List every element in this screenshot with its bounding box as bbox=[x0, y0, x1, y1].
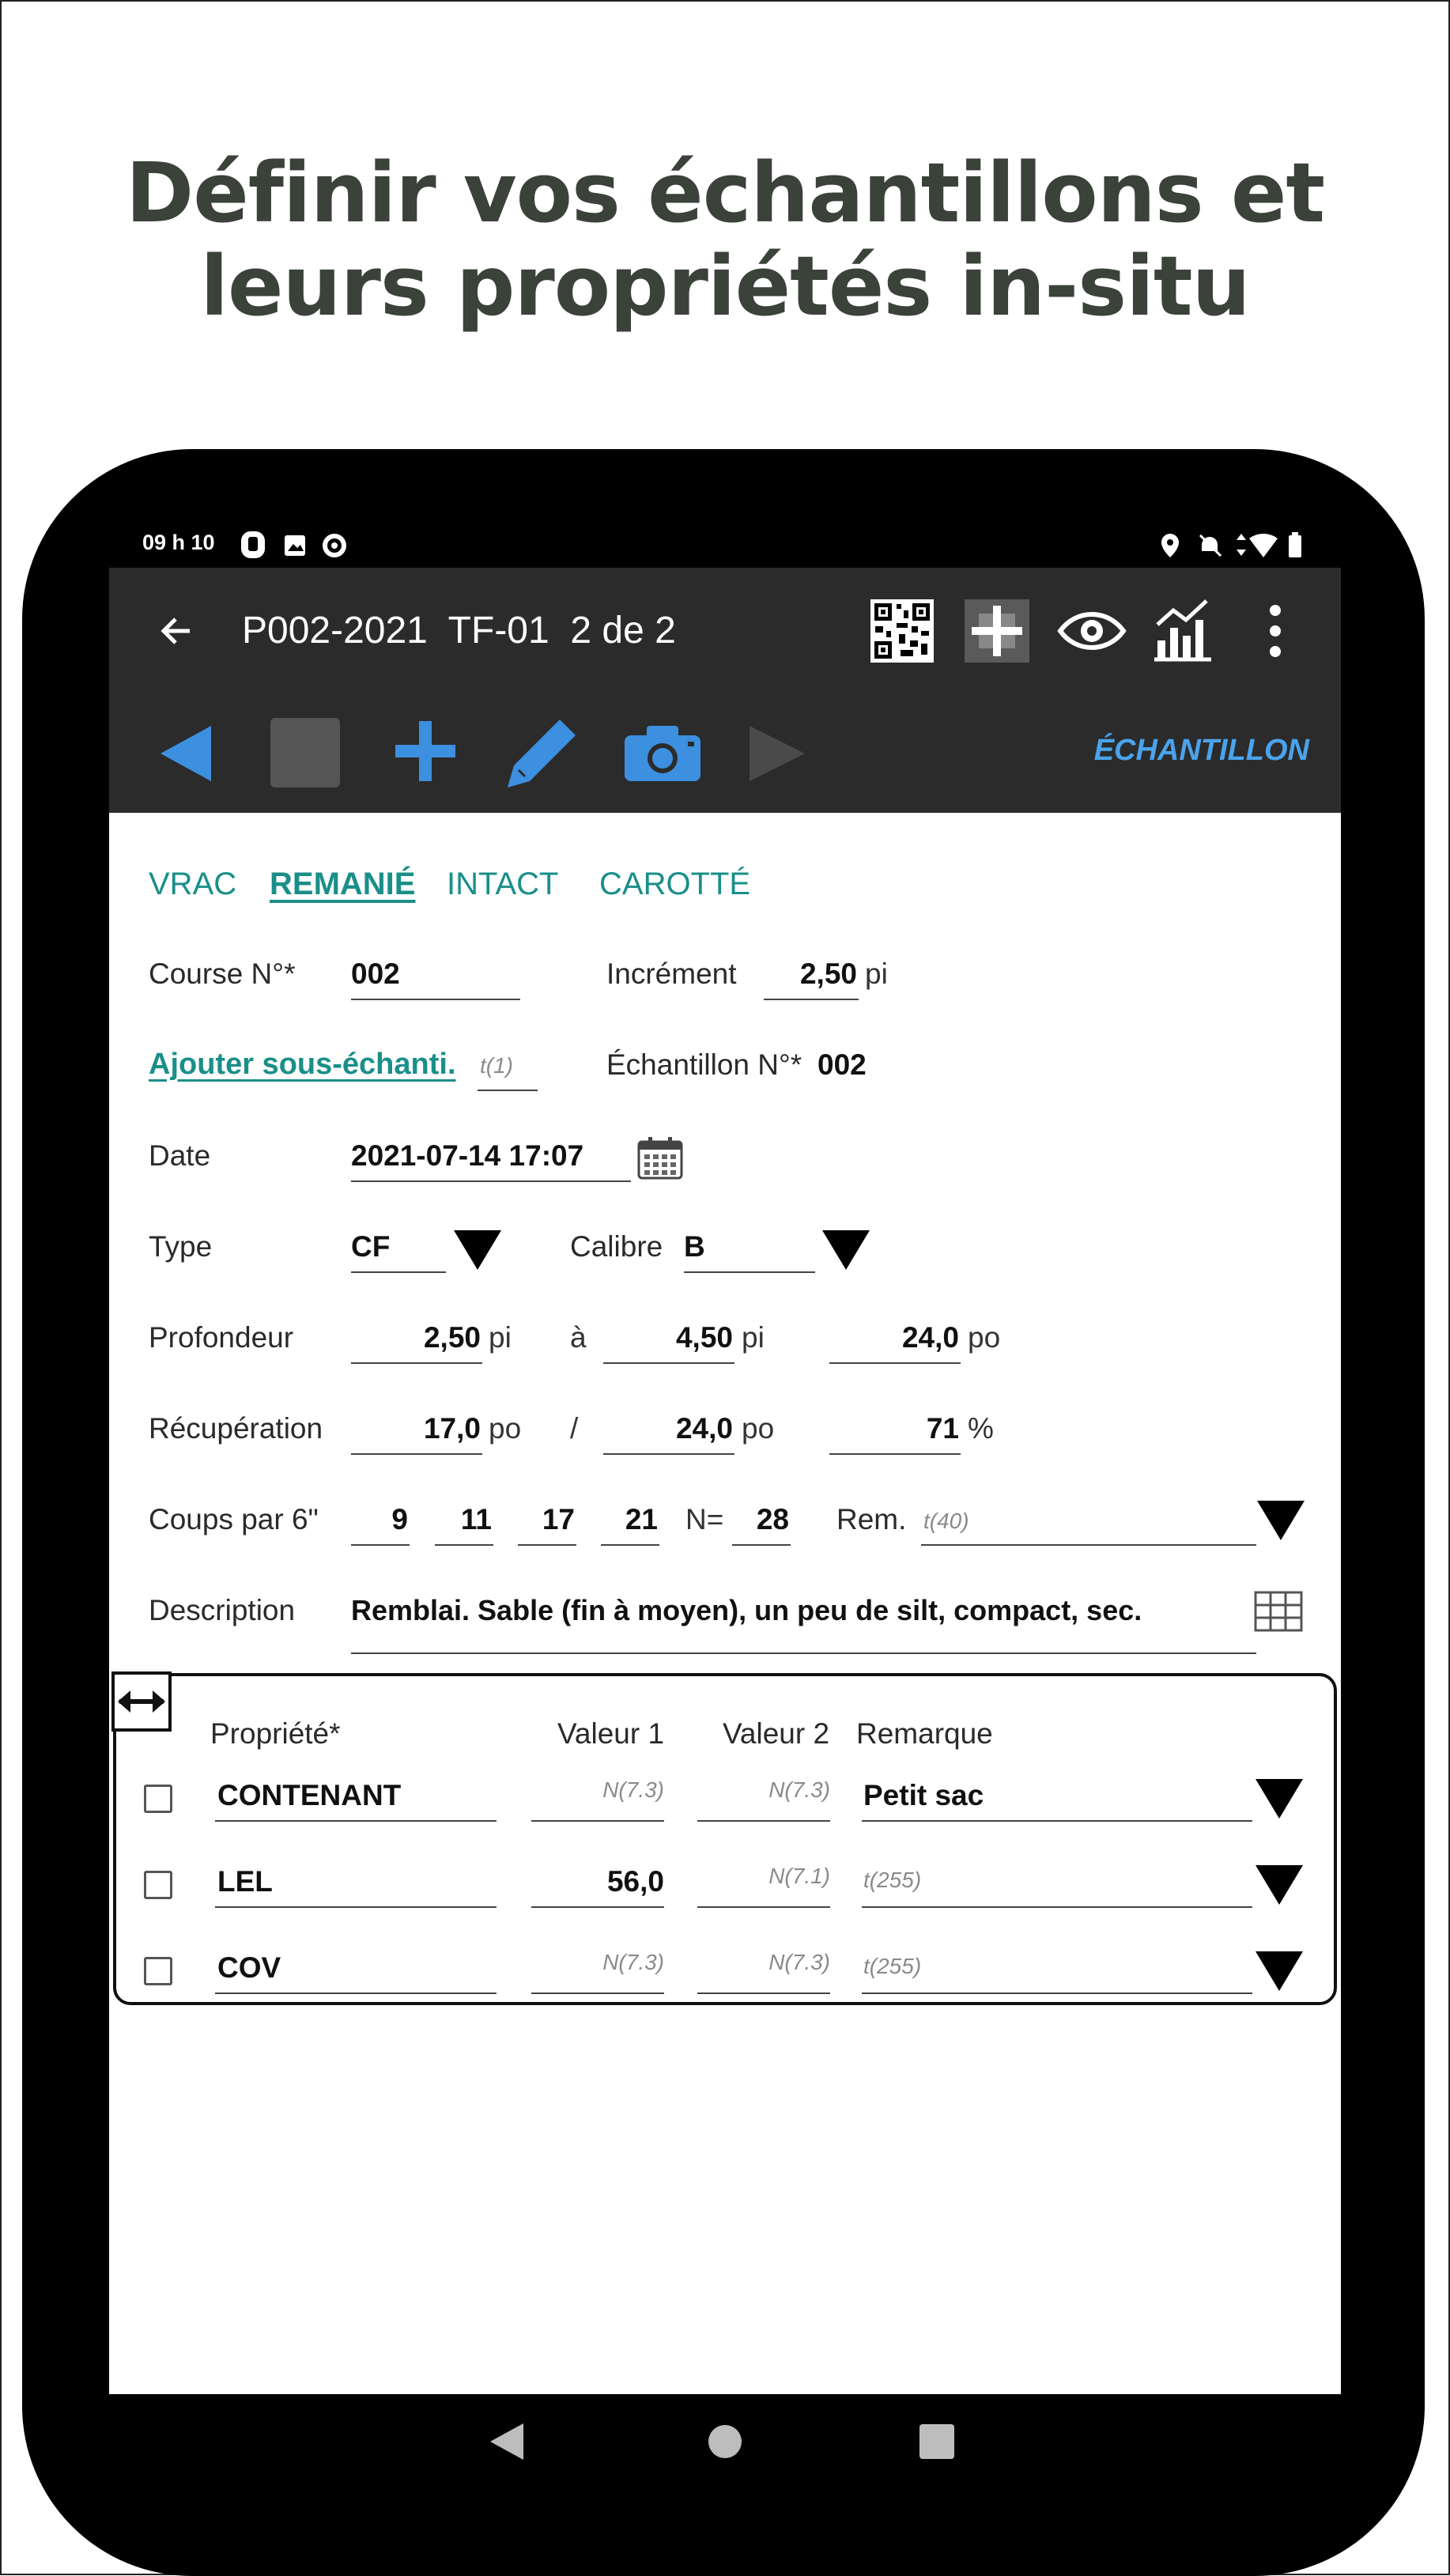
row-remark-underline bbox=[862, 1820, 1252, 1822]
row-property[interactable]: CONTENANT bbox=[217, 1779, 402, 1811]
blows-2-value[interactable]: 11 bbox=[460, 1503, 492, 1535]
row-property[interactable]: LEL bbox=[217, 1865, 273, 1898]
recovery-separator: / bbox=[570, 1412, 579, 1445]
row-value2[interactable]: N(7.3) bbox=[768, 1950, 830, 1974]
calibre-underline bbox=[684, 1271, 815, 1273]
app-title: P002-2021 TF-01 2 de 2 bbox=[242, 610, 676, 652]
col-header-value1: Valeur 1 bbox=[557, 1717, 665, 1750]
pencil-icon[interactable] bbox=[506, 716, 579, 789]
sample-number-value: 002 bbox=[818, 1048, 867, 1081]
camera-icon[interactable] bbox=[625, 724, 700, 781]
increment-label: Incrément bbox=[606, 958, 737, 990]
depth-to-unit: pi bbox=[742, 1321, 765, 1354]
depth-to-value[interactable]: 4,50 bbox=[675, 1321, 733, 1354]
bar-chart-icon[interactable] bbox=[1151, 596, 1214, 663]
app-bar bbox=[109, 568, 1341, 694]
rem-hint[interactable]: t(40) bbox=[923, 1509, 969, 1533]
date-underline bbox=[351, 1180, 631, 1182]
app-screen bbox=[109, 568, 1341, 2394]
row-property[interactable]: COV bbox=[217, 1951, 281, 1984]
blows-3-value[interactable]: 17 bbox=[542, 1503, 575, 1535]
depth-to-underline bbox=[603, 1362, 734, 1364]
row-value1-underline bbox=[531, 1992, 664, 1994]
status-icons-left bbox=[239, 529, 357, 561]
type-underline bbox=[351, 1271, 446, 1273]
description-underline bbox=[351, 1652, 1256, 1654]
status-bar bbox=[111, 526, 1344, 561]
row-value1-underline bbox=[531, 1906, 664, 1908]
course-underline bbox=[351, 999, 520, 1000]
recovery-percent-value: 71 bbox=[926, 1412, 959, 1445]
col-header-property: Propriété* bbox=[210, 1717, 341, 1750]
row-property-underline bbox=[215, 1992, 497, 1994]
row-value1[interactable]: N(7.3) bbox=[602, 1950, 664, 1974]
row-property-underline bbox=[215, 1820, 497, 1822]
eye-icon[interactable] bbox=[1056, 607, 1127, 655]
plus-icon[interactable] bbox=[395, 721, 455, 781]
rem-dropdown-icon[interactable] bbox=[1257, 1501, 1305, 1540]
rem-underline bbox=[921, 1544, 1256, 1546]
depth-length-unit: po bbox=[968, 1321, 1001, 1354]
row-dropdown-icon[interactable] bbox=[1256, 1951, 1303, 1991]
recovery-underline bbox=[351, 1453, 482, 1455]
arrow-left-icon[interactable] bbox=[157, 611, 196, 651]
add-box-icon[interactable] bbox=[965, 599, 1029, 663]
depth-label: Profondeur bbox=[149, 1321, 294, 1354]
play-right-icon[interactable] bbox=[748, 724, 806, 783]
increment-underline bbox=[764, 999, 859, 1000]
type-value[interactable]: CF bbox=[351, 1230, 391, 1263]
recovery-unit: po bbox=[489, 1412, 522, 1445]
calendar-icon[interactable] bbox=[637, 1135, 683, 1180]
date-label: Date bbox=[149, 1139, 211, 1172]
row-checkbox[interactable] bbox=[144, 1871, 172, 1899]
row-remark[interactable]: Petit sac bbox=[863, 1779, 984, 1811]
increment-value[interactable]: 2,50 bbox=[799, 958, 857, 990]
action-toolbar bbox=[109, 694, 1341, 813]
calibre-label: Calibre bbox=[570, 1230, 663, 1263]
nav-home-icon[interactable] bbox=[708, 2424, 742, 2459]
play-left-icon[interactable] bbox=[159, 724, 214, 783]
row-value2-underline bbox=[697, 1820, 830, 1822]
nav-recents-icon[interactable] bbox=[919, 2424, 954, 2459]
blows-2-underline bbox=[435, 1544, 493, 1546]
blows-3-underline bbox=[518, 1544, 576, 1546]
row-dropdown-icon[interactable] bbox=[1256, 1865, 1303, 1905]
row-property-underline bbox=[215, 1906, 497, 1908]
grid-icon[interactable] bbox=[1254, 1591, 1303, 1632]
system-nav-bar bbox=[109, 2394, 1341, 2489]
n-value: 28 bbox=[756, 1503, 789, 1535]
col-header-remark: Remarque bbox=[856, 1717, 993, 1750]
type-dropdown-icon[interactable] bbox=[454, 1230, 501, 1270]
add-subsample-link[interactable]: Ajouter sous-échanti. bbox=[149, 1048, 456, 1081]
row-value2[interactable]: N(7.1) bbox=[768, 1864, 830, 1888]
resize-horizontal-icon[interactable] bbox=[111, 1671, 172, 1732]
calibre-dropdown-icon[interactable] bbox=[822, 1230, 870, 1270]
tab-vrac[interactable]: VRAC bbox=[149, 867, 237, 901]
headline bbox=[0, 146, 1450, 333]
recovery-percent-unit: % bbox=[968, 1412, 994, 1445]
row-value1[interactable]: N(7.3) bbox=[602, 1777, 664, 1802]
nav-back-icon[interactable] bbox=[489, 2422, 525, 2461]
row-remark-underline bbox=[862, 1906, 1252, 1908]
blows-1-value[interactable]: 9 bbox=[391, 1503, 408, 1535]
recovery-total-value: 24,0 bbox=[675, 1412, 733, 1445]
depth-from-unit: pi bbox=[489, 1321, 512, 1354]
tab-remanie[interactable]: REMANIÉ bbox=[270, 867, 416, 901]
col-header-value2: Valeur 2 bbox=[723, 1717, 830, 1750]
rem-label: Rem. bbox=[836, 1503, 907, 1535]
course-label: Course N°* bbox=[149, 958, 296, 990]
sample-number-label: Échantillon N°* bbox=[606, 1048, 802, 1081]
recovery-total-underline bbox=[603, 1453, 734, 1455]
headline-line-1: Définir vos échantillons et bbox=[125, 145, 1325, 241]
more-vert-icon[interactable] bbox=[1263, 601, 1287, 661]
blows-4-underline bbox=[601, 1544, 659, 1546]
row-value2[interactable]: N(7.3) bbox=[768, 1777, 830, 1802]
row-checkbox[interactable] bbox=[144, 1785, 172, 1813]
status-time: 09 h 10 bbox=[142, 531, 215, 554]
n-underline bbox=[732, 1544, 791, 1546]
row-value1-underline bbox=[531, 1820, 664, 1822]
depth-from-value[interactable]: 2,50 bbox=[423, 1321, 481, 1354]
description-label: Description bbox=[149, 1594, 296, 1626]
recovery-label: Récupération bbox=[149, 1412, 323, 1445]
depth-length-value: 24,0 bbox=[901, 1321, 959, 1354]
recovery-value[interactable]: 17,0 bbox=[423, 1412, 481, 1445]
row-remark-underline bbox=[862, 1992, 1252, 1994]
recovery-total-unit: po bbox=[742, 1412, 775, 1445]
recovery-percent-underline bbox=[829, 1453, 961, 1455]
calibre-value[interactable]: B bbox=[684, 1230, 705, 1263]
headline-line-2: leurs propriétés in-situ bbox=[200, 238, 1250, 334]
row-value2-underline bbox=[697, 1906, 830, 1908]
description-value[interactable]: Remblai. Sable (fin à moyen), un peu de silt, compact, sec. bbox=[351, 1594, 1142, 1626]
blows-label: Coups par 6" bbox=[149, 1503, 319, 1535]
row-remark[interactable]: t(255) bbox=[863, 1868, 922, 1892]
tab-intact[interactable]: INTACT bbox=[447, 867, 559, 901]
mode-label: ÉCHANTILLON bbox=[1093, 734, 1309, 767]
date-value[interactable]: 2021-07-14 17:07 bbox=[351, 1139, 584, 1172]
row-dropdown-icon[interactable] bbox=[1256, 1779, 1303, 1819]
n-label: N= bbox=[685, 1503, 724, 1535]
stop-icon[interactable] bbox=[270, 718, 340, 788]
depth-length-underline bbox=[829, 1362, 961, 1364]
qr-code-icon[interactable] bbox=[870, 599, 934, 663]
row-value1[interactable]: 56,0 bbox=[606, 1865, 664, 1898]
depth-separator: à bbox=[570, 1321, 587, 1354]
increment-unit: pi bbox=[865, 958, 888, 990]
add-subsample-hint[interactable]: t(1) bbox=[480, 1053, 513, 1078]
row-value2-underline bbox=[697, 1992, 830, 1994]
add-subsample-underline bbox=[478, 1090, 538, 1091]
blows-1-underline bbox=[351, 1544, 410, 1546]
blows-4-value[interactable]: 21 bbox=[625, 1503, 658, 1535]
tab-carotte[interactable]: CAROTTÉ bbox=[599, 867, 751, 901]
course-value[interactable]: 002 bbox=[351, 958, 400, 990]
row-checkbox[interactable] bbox=[144, 1957, 172, 1985]
status-icons-right bbox=[1153, 529, 1311, 561]
row-remark[interactable]: t(255) bbox=[863, 1954, 922, 1978]
type-label: Type bbox=[149, 1230, 213, 1263]
depth-from-underline bbox=[351, 1362, 482, 1364]
